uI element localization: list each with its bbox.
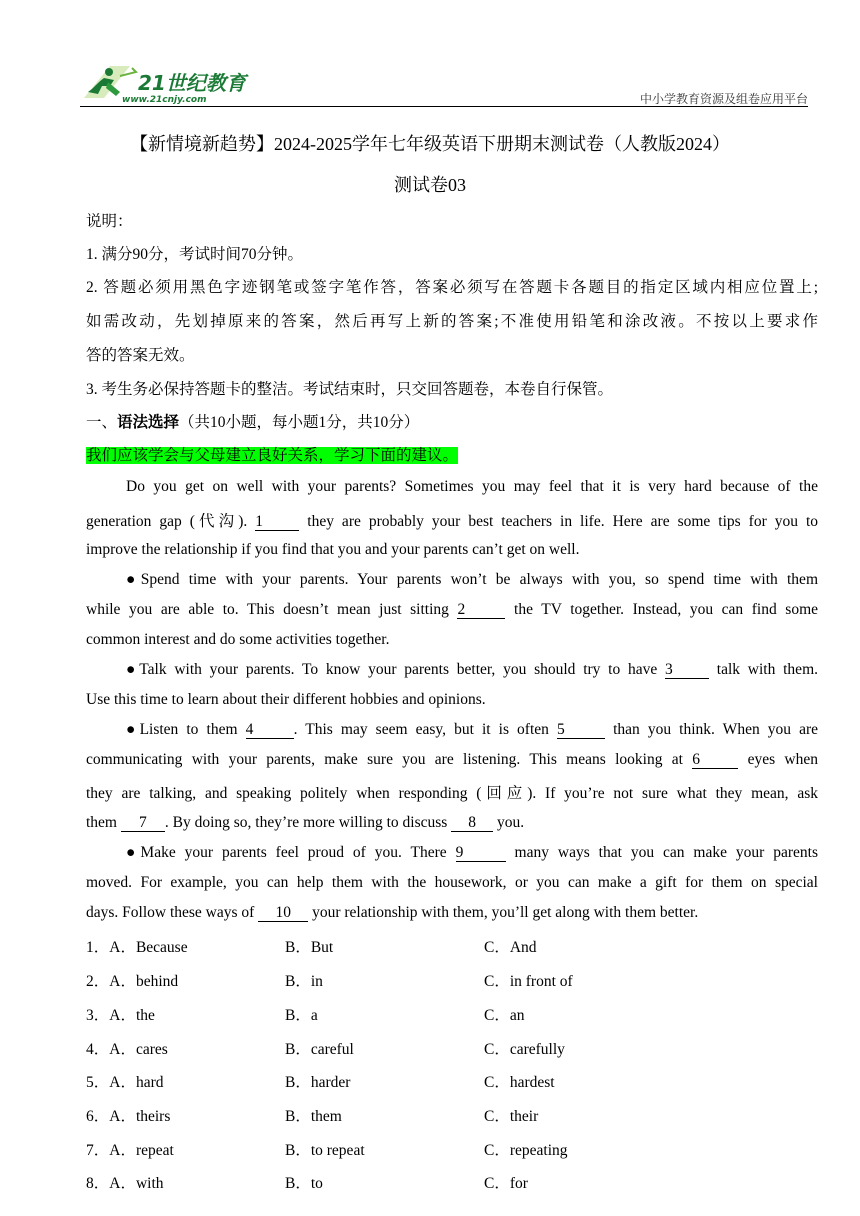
instruction-1: 1. 满分90分，考试时间70分钟。 xyxy=(86,246,304,263)
section-heading xyxy=(86,410,419,432)
option-8-b: B．to xyxy=(285,1175,323,1192)
passage-p1-line1: Do you get on well with your parents? Sometimes you may feel that it is very hard because of the xyxy=(126,478,818,495)
passage-p1-line3: improve the relationship if you find that you and your parents can’t get on well. xyxy=(86,541,580,558)
option-7-b: B．to repeat xyxy=(285,1142,365,1159)
option-1-a: 1．A．Because xyxy=(86,939,188,956)
blank-5: 5 xyxy=(557,722,605,739)
option-7-a: 7．A．repeat xyxy=(86,1142,174,1159)
section-intro-highlight: 我们应该学会与父母建立良好关系，学习下面的建议。 xyxy=(86,447,459,464)
passage-p2-line2: while you are able to. This doesn’t mean just sitting 2 the TV together. Instead, you can find some xyxy=(86,601,819,618)
instruction-2-line3: 答的答案无效。 xyxy=(86,347,195,364)
passage-p2-line1: ●Spend time with your parents. Your parents won’t be always with you, so spend time with them xyxy=(126,571,818,588)
platform-label: 中小学教育资源及组卷应用平台 xyxy=(639,92,808,106)
options-row-6 xyxy=(86,1104,786,1124)
section-intro xyxy=(86,443,458,465)
section-name: 语法选择 xyxy=(117,414,180,431)
option-4-b: B．careful xyxy=(285,1041,354,1058)
logo-url: www.21cnjy.com xyxy=(122,95,207,105)
instruction-2-line2: 如需改动，先划掉原来的答案，然后再写上新的答案;不准使用铅笔和涂改液。不按以上要求作 xyxy=(86,313,818,330)
option-1-c: C．And xyxy=(484,939,537,956)
option-2-c: C．in front of xyxy=(484,973,573,990)
options-row-1 xyxy=(86,935,786,955)
blank-8: 8 xyxy=(451,815,493,832)
option-2-b: B．in xyxy=(285,973,323,990)
blank-4: 4 xyxy=(246,722,294,739)
blank-2: 2 xyxy=(457,602,505,619)
blank-6: 6 xyxy=(692,752,738,769)
option-3-c: C．an xyxy=(484,1007,525,1024)
options-row-2 xyxy=(86,969,786,989)
instructions-heading: 说明： xyxy=(86,213,133,230)
blank-7: 7 xyxy=(121,815,165,832)
instruction-2-line1: 2. 答题必须用黑色字迹钢笔或签字笔作答，答案必须写在答题卡各题目的指定区域内相应位置上; xyxy=(86,279,818,296)
passage-p2-line3: common interest and do some activities together. xyxy=(86,631,390,648)
runner-logo-icon xyxy=(80,62,280,106)
passage-p5-line2: moved. For example, you can help them with the housework, or you can make a gift for them on special xyxy=(86,874,818,891)
options-row-4 xyxy=(86,1037,786,1057)
passage-p5-line1: ●Make your parents feel proud of you. There 9 many ways that you can make your parents xyxy=(126,844,819,861)
option-8-c: C．for xyxy=(484,1175,528,1192)
passage-p3-line1: ●Talk with your parents. To know your parents better, you should try to have 3 talk with them. xyxy=(126,661,818,678)
option-6-a: 6．A．theirs xyxy=(86,1108,171,1125)
options-row-7 xyxy=(86,1138,786,1158)
blank-9: 9 xyxy=(456,845,506,862)
logo-text: 21世纪教育 xyxy=(138,71,246,95)
passage-p4-line4: them 7 . By doing so, they’re more willing to discuss 8 you. xyxy=(86,814,525,831)
passage-p4-line1: ●Listen to them 4 . This may seem easy, but it is often 5 than you think. When you are xyxy=(126,721,819,738)
option-5-a: 5．A．hard xyxy=(86,1074,164,1091)
passage-p4-line2: communicating with your parents, make sure you are listening. This means looking at 6 eyes when xyxy=(86,751,818,768)
option-4-c: C．carefully xyxy=(484,1041,565,1058)
option-3-a: 3．A．the xyxy=(86,1007,155,1024)
option-7-c: C．repeating xyxy=(484,1142,568,1159)
option-8-a: 8．A．with xyxy=(86,1175,164,1192)
option-5-c: C．hardest xyxy=(484,1074,555,1091)
option-6-c: C．their xyxy=(484,1108,539,1125)
passage-p3-line2: Use this time to learn about their different hobbies and opinions. xyxy=(86,691,486,708)
options-row-5 xyxy=(86,1070,786,1090)
option-4-a: 4．A．cares xyxy=(86,1041,168,1058)
page-header xyxy=(80,62,808,108)
options-row-8 xyxy=(86,1171,786,1191)
blank-3: 3 xyxy=(665,662,709,679)
blank-1: 1 xyxy=(255,514,299,531)
options-row-3 xyxy=(86,1003,786,1023)
section-note: （共10小题，每小题1分，共10分） xyxy=(179,414,420,431)
option-6-b: B．them xyxy=(285,1108,342,1125)
option-5-b: B．harder xyxy=(285,1074,351,1091)
option-2-a: 2．A．behind xyxy=(86,973,179,990)
passage-p4-line3: they are talking, and speaking politely when responding (回应). If you’re not sure what they mean, ask xyxy=(86,785,818,802)
exam-title: 【新情境新趋势】2024-2025学年七年级英语下册期末测试卷（人教版2024） xyxy=(130,134,730,154)
blank-10: 10 xyxy=(258,905,308,922)
header-divider xyxy=(80,106,808,107)
section-prefix: 一、 xyxy=(86,414,118,431)
passage-p1-line2: generation gap (代沟). 1 they are probably your best teachers in life. Here are some tips for you to xyxy=(86,513,819,530)
logo xyxy=(80,62,280,106)
exam-subtitle: 测试卷03 xyxy=(394,175,466,195)
passage-p5-line3: days. Follow these ways of 10 your relationship with them, you’ll get along with them better. xyxy=(86,904,699,921)
option-1-b: B．But xyxy=(285,939,334,956)
instruction-3: 3. 考生务必保持答题卡的整洁。考试结束时，只交回答题卷，本卷自行保管。 xyxy=(86,381,614,398)
option-3-b: B．a xyxy=(285,1007,318,1024)
